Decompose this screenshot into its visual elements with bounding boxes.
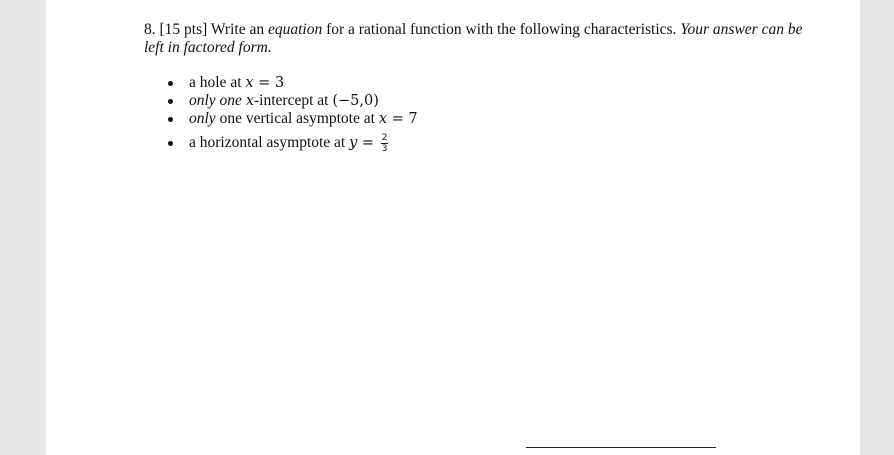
item-text-italic: only	[189, 110, 216, 127]
fraction-denominator: 3	[381, 143, 388, 154]
item-text-italic: only one	[189, 92, 242, 109]
question-prompt-italic: equation	[267, 21, 323, 38]
list-item-hole	[160, 74, 418, 92]
math-expression: (−5,0)	[332, 93, 379, 109]
fraction-numerator: 2	[381, 132, 388, 143]
question-points: [15 pts]	[159, 21, 208, 38]
document-page	[46, 0, 860, 455]
bullet-icon	[168, 99, 173, 104]
question-prompt-1: Write an	[210, 21, 265, 38]
item-text: a horizontal asymptote at	[189, 134, 350, 151]
bullet-icon	[168, 117, 173, 122]
question-note: Your answer can be left in factored form.	[144, 21, 803, 56]
answer-line	[526, 447, 716, 448]
math-variable: y	[349, 135, 358, 151]
bullet-icon	[168, 141, 173, 146]
math-expression: =	[357, 135, 379, 151]
characteristics-list	[160, 74, 418, 156]
list-item-x-intercept	[160, 92, 418, 110]
question-text	[144, 21, 824, 57]
list-item-vertical-asymptote	[160, 110, 418, 128]
item-text: one vertical asymptote at	[215, 110, 379, 127]
math-variable: x	[378, 111, 387, 127]
question-number: 8.	[144, 21, 156, 38]
list-item-horizontal-asymptote	[160, 130, 418, 156]
item-text: -intercept at	[254, 92, 333, 109]
math-expression: = 3	[253, 75, 285, 91]
item-text: a hole at	[189, 74, 246, 91]
question-prompt-2: for a rational function with the following characteristics.	[326, 21, 677, 38]
fraction	[381, 133, 389, 154]
math-variable: x	[245, 93, 255, 109]
math-expression: = 7	[387, 111, 418, 127]
math-variable: x	[245, 75, 254, 91]
bullet-icon	[168, 81, 173, 86]
